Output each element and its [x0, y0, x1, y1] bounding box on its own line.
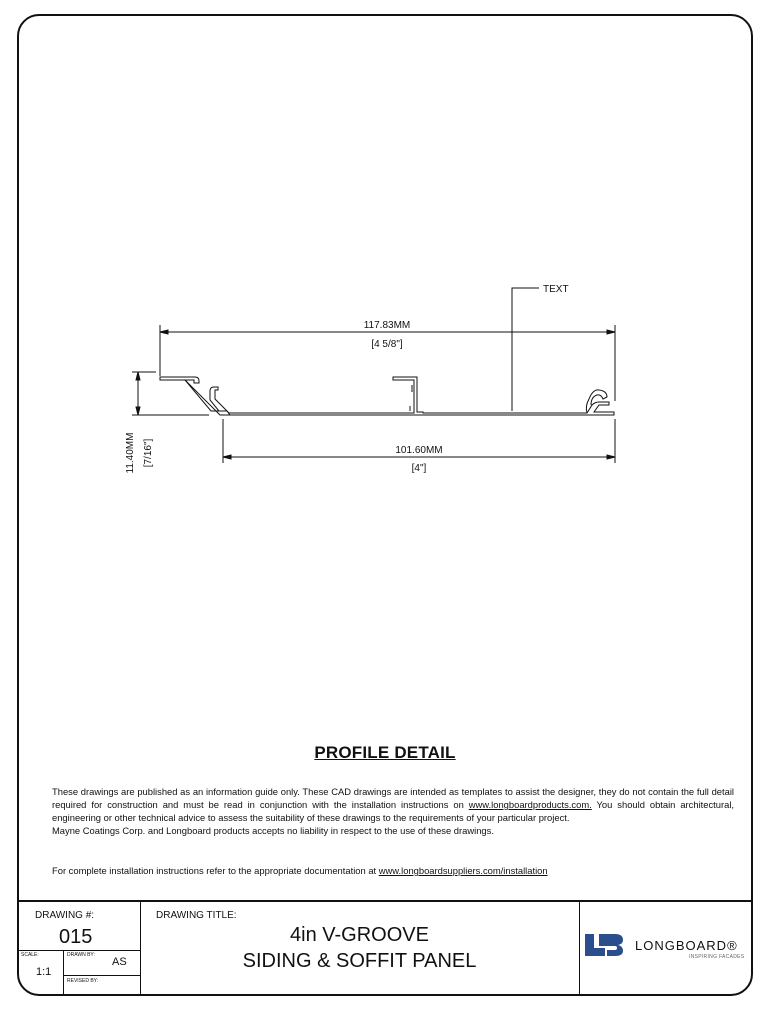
callout-text: TEXT: [543, 284, 569, 295]
dim-height-arrow-top: [136, 372, 140, 380]
section-title: PROFILE DETAIL: [314, 743, 456, 762]
title-block-divider-2: [63, 975, 140, 976]
panel-profile-lower: [185, 380, 240, 415]
dim-overall-in: [4 5/8"]: [371, 339, 403, 350]
disclaimer-paragraph: [52, 785, 734, 824]
scale-value: 1:1: [36, 966, 52, 978]
title-block-divider: [19, 950, 140, 951]
disclaimer-liability: Mayne Coatings Corp. and Longboard products accepts no liability in respect to the use of these drawings.: [52, 825, 494, 836]
install-note: [52, 865, 548, 876]
disclaimer-link[interactable]: www.longboardproducts.com.: [468, 799, 592, 810]
drawn-by-value: AS: [112, 956, 127, 968]
drawn-by-label: DRAWN BY:: [67, 952, 95, 958]
drawing-title-line2: SIDING & SOFFIT PANEL: [242, 950, 477, 972]
callout-leader: [512, 288, 539, 411]
groove-hook: [410, 385, 412, 411]
disclaimer: [52, 785, 734, 837]
dim-cover-arrow-left: [223, 455, 231, 459]
dim-cover-arrow-right: [607, 455, 615, 459]
disclaimer-part1: These drawings are published as an information guide only. These CAD drawings are intended as templates to assist the designer, they do not contain the full detail required for construction and must be read in conjunction with the installation instructions on: [52, 786, 734, 810]
dim-height-mm: 11.40MM: [125, 432, 136, 474]
scale-label: SCALE:: [21, 952, 39, 958]
title-block-left: [19, 902, 141, 994]
dim-overall-arrow-left: [160, 330, 168, 334]
dim-cover-in: [4"]: [411, 463, 427, 474]
dim-height-arrow-bottom: [136, 407, 140, 415]
revised-by-label: REVISED BY:: [67, 978, 99, 984]
title-block-vdivider: [63, 950, 65, 996]
title-block-logo: [579, 902, 751, 994]
dim-height-in: [7/16"]: [143, 438, 154, 468]
title-block: [19, 900, 751, 994]
drawing-title-label: DRAWING TITLE:: [156, 910, 237, 921]
logo-name: LONGBOARD®: [635, 938, 738, 953]
dim-overall-mm: 117.83MM: [363, 320, 411, 331]
profile-drawing: [19, 16, 753, 716]
drawing-sheet: [17, 14, 753, 996]
install-text: For complete installation instructions refer to the appropriate documentation at: [52, 865, 377, 876]
drawing-number: 015: [59, 926, 93, 948]
drawing-title-line1: 4in V-GROOVE: [290, 924, 429, 946]
disclaimer-part2: You should obtain architectural, engineering or other technical advice to assess the suitability of these drawings to the requirements of your particular project.: [52, 799, 735, 823]
logo-tagline: INSPIRING FACADES: [689, 954, 745, 960]
dim-overall-arrow-right: [607, 330, 615, 334]
panel-profile-body: [160, 377, 614, 415]
install-link[interactable]: www.longboardsuppliers.com/installation: [378, 865, 548, 876]
dim-cover-mm: 101.60MM: [395, 445, 443, 456]
drawing-number-label: DRAWING #:: [35, 910, 95, 921]
title-block-middle: [140, 902, 580, 994]
longboard-logo-icon: [585, 932, 627, 958]
